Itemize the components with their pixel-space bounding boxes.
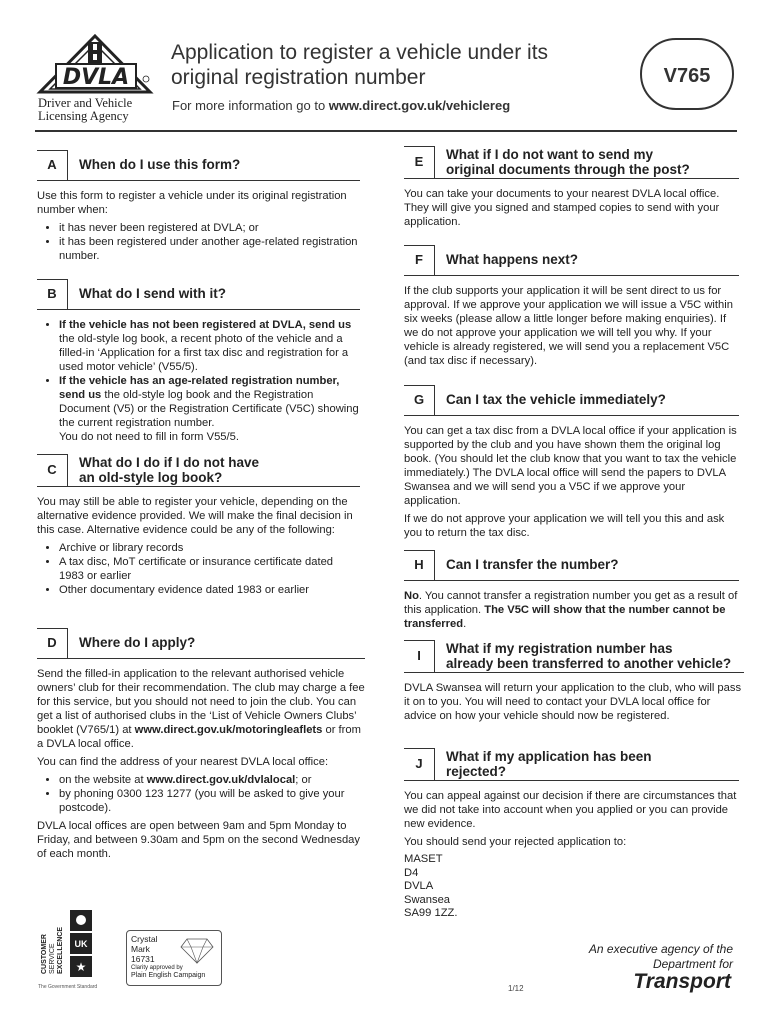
section-title: Can I tax the vehicle immediately? (446, 392, 666, 407)
dvlalocal-link[interactable]: www.direct.gov.uk/dvlalocal (146, 774, 296, 786)
svg-text:DVLA: DVLA (62, 65, 130, 90)
section-text: You can appeal against our decision if there are circumstances that we did not take into account when you applied or you can provide new evidence. (404, 790, 737, 830)
section-text: You can get a tax disc from a DVLA local office if your application is supported by the club and you have shown them the original log book. (You should let the club know that you want to tax the vehicle immediately.) The DVLA local office will send the papers to DVLA Swansea and we will send you a V5C if we approve your application. (404, 425, 737, 507)
section-c-header (37, 454, 360, 487)
header-rule (35, 130, 737, 132)
customer-service-excellence-logo (36, 908, 94, 980)
section-j-header (404, 748, 739, 781)
section-f-header (404, 245, 739, 276)
address-line: MASET (404, 853, 443, 865)
section-letter: F (404, 245, 435, 275)
section-e-header (404, 146, 739, 179)
section-text: Use this form to register a vehicle under its original registration number when: (37, 190, 347, 216)
section-letter: E (404, 146, 435, 178)
agency-name: Driver and Vehicle Licensing Agency (38, 96, 133, 123)
section-title: Can I transfer the number? (446, 557, 619, 572)
address-line: DVLA (404, 880, 434, 892)
section-letter: A (37, 150, 68, 180)
section-title: What do I do if I do not have an old-style log book? (79, 455, 259, 485)
section-title: Where do I apply? (79, 635, 196, 650)
list-item: • If the vehicle has an age-related registration number, send us the old-style log book and the Registration Document (V5) or the Registration Certificate (V5C) showing the current registration number. (59, 374, 360, 430)
section-a (37, 150, 360, 267)
address-block (404, 853, 739, 921)
section-text: You should send your rejected application to: (404, 836, 627, 848)
section-letter: C (37, 454, 68, 486)
svg-text:★: ★ (75, 960, 87, 974)
dvla-logo (36, 34, 154, 96)
section-title: When do I use this form? (79, 157, 241, 172)
section-text: You may still be able to register your vehicle, depending on the alternative evidence provided. We will make the final decision in this case. Alternative evidence could be any of the following: (37, 496, 353, 536)
list-item: • A tax disc, MoT certificate or insurance certificate dated 1983 or earlier (59, 555, 360, 583)
list-item: • Other documentary evidence dated 1983 or earlier (59, 583, 360, 597)
section-text: Send the filled-in application to the relevant authorised vehicle owners’ club for their recommendation. The club may charge a fee for this service, but you should not need to join the club. You can get a list of authorised clubs in the ‘List of Vehicle Owners Clubs’ booklet (V765/1) at www.direct.gov.uk/motoringleaflets or from a DVLA local office. (37, 668, 365, 750)
section-letter: B (37, 279, 68, 309)
section-d-header (37, 628, 365, 659)
section-title: What happens next? (446, 252, 579, 267)
section-i-header (404, 640, 744, 673)
section-e (404, 146, 739, 233)
section-text: DVLA Swansea will return your application to the club, who will pass it on to you. You will need to contact your DVLA local office for advice on how your vehicle should now be registered. (404, 682, 742, 722)
section-title: What if my registration number has already been transferred to another vehicle? (446, 641, 732, 671)
crystal-icon (179, 937, 215, 965)
section-b (37, 279, 360, 448)
section-title: What do I send with it? (79, 286, 226, 301)
section-h-header (404, 550, 739, 581)
list-item: • on the website at www.direct.gov.uk/dvlalocal; or (59, 773, 365, 787)
government-standard-label: The Government Standard (38, 984, 98, 990)
svg-text:CUSTOMER: CUSTOMER (41, 934, 48, 974)
address-line: Swansea (404, 893, 451, 906)
address-line: SA99 1ZZ. (404, 907, 458, 919)
section-letter: I (404, 640, 435, 672)
crystal-mark-badge: Crystal Mark 16731 Clarity approved by Plain English Campaign (126, 930, 222, 986)
section-letter: D (37, 628, 68, 658)
section-title: What if I do not want to send my original documents through the post? (446, 147, 690, 177)
section-c (37, 454, 360, 601)
more-info-line: For more information go to www.direct.gov.uk/vehiclereg (172, 98, 511, 113)
page-number: 1/12 (508, 984, 524, 993)
section-d (37, 628, 365, 865)
svg-text:SERVICE: SERVICE (49, 943, 56, 974)
section-b-header (37, 279, 360, 310)
department-for-transport-logo: Transport (633, 970, 731, 993)
section-g-header (404, 385, 739, 416)
section-title: What if my application has been rejected? (446, 749, 652, 779)
form-title: Application to register a vehicle under its original registration number (171, 41, 549, 89)
motoringleaflets-link[interactable]: www.direct.gov.uk/motoringleaflets (134, 724, 323, 736)
section-text: You can take your documents to your nearest DVLA local office. They will give you signed and stamped copies to send with your application. (404, 188, 720, 228)
section-letter: J (404, 748, 435, 780)
section-g (404, 385, 739, 544)
form-code-badge: V765 (640, 38, 734, 110)
section-f (404, 245, 739, 372)
section-h (404, 550, 739, 635)
section-text: You can find the address of your nearest DVLA local office: (37, 756, 329, 768)
section-text: If we do not approve your application we will tell you this and ask you to return the tax disc. (404, 513, 725, 539)
list-item: • it has never been registered at DVLA; or (59, 221, 360, 235)
svg-text:UK: UK (74, 939, 88, 949)
vehiclereg-link[interactable]: www.direct.gov.uk/vehiclereg (328, 98, 511, 113)
section-i (404, 640, 744, 727)
list-item: • by phoning 0300 123 1277 (you will be asked to give your postcode). (59, 787, 365, 815)
section-letter: H (404, 550, 435, 580)
section-text: If the club supports your application it will be sent direct to us for approval. If we approve your application we will issue a V5C within six weeks (please allow a little longer before making enquiries). If we do not approve your application we will tell you why. If your vehicle is already registered, we will send you a replacement V5C (and tax disc if necessary). (404, 285, 733, 367)
section-text: You do not need to fill in form V55/5. (59, 431, 239, 443)
list-item: • Archive or library records (59, 541, 360, 555)
address-line: D4 (404, 866, 419, 879)
list-item: • If the vehicle has not been registered at DVLA, send us the old-style log book, a recent photo of the vehicle and a filled-in ‘Application for a first tax disc and registration for a used motor vehicle’ (V55/5). (59, 318, 360, 374)
section-text: DVLA local offices are open between 9am and 5pm Monday to Friday, and between 9.30am and 5pm on the second Wednesday of each month. (37, 820, 360, 860)
section-text: No. You cannot transfer a registration number you get as a result of this application. The V5C will show that the number cannot be transferred. (404, 590, 738, 630)
svg-text:EXCELLENCE: EXCELLENCE (57, 926, 64, 974)
executive-agency-line: An executive agency of the Department for (588, 942, 733, 971)
list-item: • it has been registered under another age-related registration number. (59, 235, 360, 263)
section-j (404, 748, 739, 921)
section-letter: G (404, 385, 435, 415)
section-a-header (37, 150, 360, 181)
